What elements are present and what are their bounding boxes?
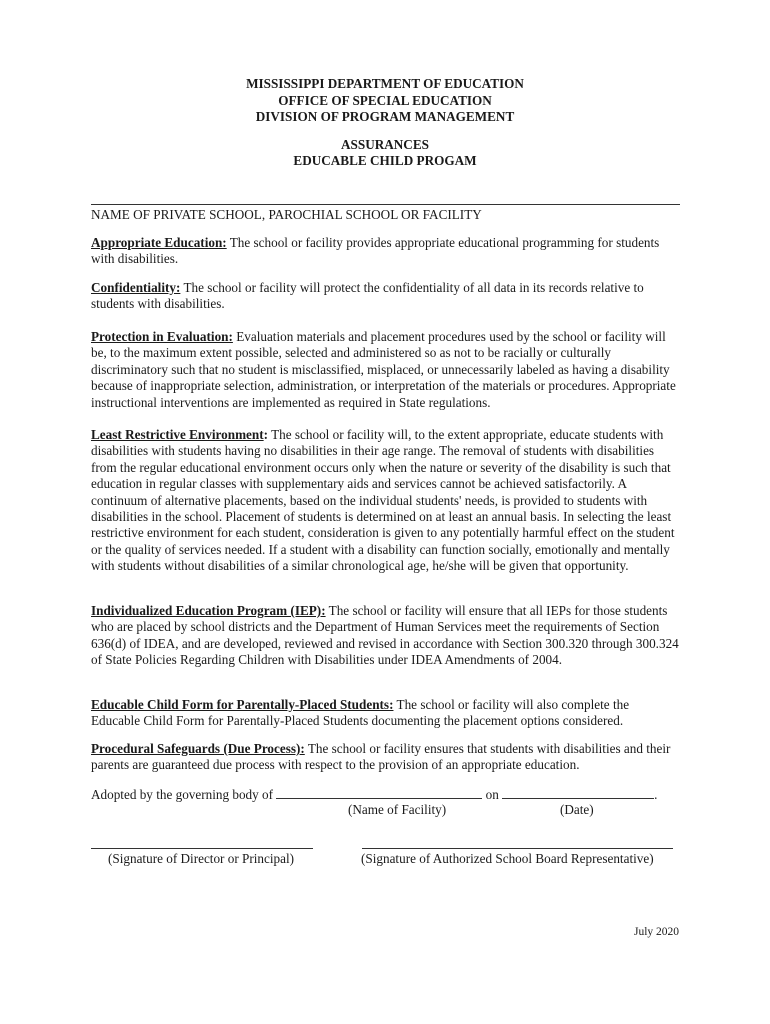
section-procedural-safeguards: [91, 741, 681, 774]
director-signature-field[interactable]: [91, 848, 313, 849]
adoption-line: Adopted by the governing body of on .: [91, 787, 658, 802]
section-protection-in-evaluation: [91, 329, 681, 411]
document-subtitle: EDUCABLE CHILD PROGAM: [293, 153, 477, 168]
section-text: Evaluation materials and placement procedures used by the school or facility will be, to the maximum extent possible, selected and administered so as not to be racially or culturally discriminatory such that no student is misclassified, misplaced, or unnecessarily labeled as having a disability because of inappropriate selection, administration, or interpretation of the materials or procedures. Appropriate instructional interventions are implemented as required in State regulations.: [91, 329, 676, 410]
adoption-date-field[interactable]: [502, 787, 654, 799]
board-signature-caption: (Signature of Authorized School Board Representative): [361, 851, 654, 866]
director-signature-caption: (Signature of Director or Principal): [108, 851, 295, 866]
section-text: The school or facility will ensure that all IEPs for those students who are placed by school districts and the Department of Human Services meet the requirements of Section 636(d) of IDEA, and are developed, reviewed and revised in accordance with Section 300.320 through 300.324 of State Policies Regarding Children with Disabilities under IDEA Amendments of 2004.: [91, 603, 679, 668]
header-agency: MISSISSIPPI DEPARTMENT OF EDUCATION: [246, 76, 524, 91]
section-least-restrictive-environment: Least Restrictive Environment: The school or facility will, to the extent appropriate, educate students with disabilities with students having no disabilities in their age range. The removal of students with disabilities from the regular educational environment occurs only when the nature or severity of the disability is such that education in regular classes with supplementary aids and services cannot be achieved satisfactorily. A continuum of alternative placements, based on the individual students' needs, is provided to students with disabilities in the school. Placement of students is determined on at least an annual basis. In selecting the least restrictive environment for each student, consideration is given to any potentially harmful effect on the student or the quality of services needed. If a student with a disability can function socially, emotionally and mentally with students without disabilities of a similar chronological age, he/she will be given that opportunity.: [91, 427, 675, 574]
section-heading: Individualized Education Program (IEP):: [91, 603, 326, 618]
section-heading: Least Restrictive Environment: [91, 427, 264, 442]
facility-caption: (Name of Facility): [348, 802, 447, 817]
document-title: ASSURANCES: [341, 136, 429, 152]
section-heading: Procedural Safeguards (Due Process):: [91, 741, 305, 756]
header-division: DIVISION OF PROGRAM MANAGEMENT: [255, 109, 515, 124]
header-office: OFFICE OF SPECIAL EDUCATION: [278, 92, 492, 108]
section-iep: [91, 603, 681, 669]
section-text: The school or facility ensures that students with disabilities and their parents are guaranteed due process with respect to the provision of an appropriate education.: [91, 741, 671, 773]
school-name-label: NAME OF PRIVATE SCHOOL, PAROCHIAL SCHOOL OR FACILITY: [91, 207, 482, 222]
school-name-line: [91, 204, 680, 205]
board-signature-field[interactable]: [362, 848, 673, 849]
section-heading: Appropriate Education:: [91, 235, 227, 250]
adoption-prefix: Adopted by the governing body of: [91, 787, 277, 802]
section-heading: Protection in Evaluation:: [91, 329, 233, 344]
section-text: The school or facility provides appropriate educational programming for students with disabilities.: [91, 235, 660, 267]
section-educable-child-form: [91, 697, 681, 730]
section-text: The school or facility will, to the extent appropriate, educate students with disabilities with students having no disabilities in their age range. The removal of students with disabilities from the regular educational environment occurs only when the nature or severity of the disability is such that education in regular classes with supplementary aids and services cannot be achieved satisfactorily. A continuum of alternative placements, based on the individual students' needs, is provided to students with disabilities in the school. Placement of students is determined on at least an annual basis. In selecting the least restrictive environment for each student, consideration is given to any potentially harmful effect on the student or the quality of services needed. If a student with a disability can function socially, emotionally and mentally with students without disabilities of a similar chronological age, he/she will be given that opportunity.: [91, 427, 675, 574]
facility-name-field[interactable]: [276, 787, 482, 799]
section-heading: Educable Child Form for Parentally-Placed Students:: [91, 697, 394, 712]
section-appropriate-education: [91, 235, 681, 268]
footer-date: July 2020: [634, 926, 680, 938]
date-caption: (Date): [560, 802, 594, 817]
section-text: The school or facility will also complete the Educable Child Form for Parentally-Placed Students documenting the placement options considered.: [91, 697, 630, 729]
section-text: The school or facility will protect the confidentiality of all data in its records relative to students with disabilities.: [91, 280, 644, 312]
document-header: [0, 76, 770, 170]
section-confidentiality: [91, 280, 681, 313]
section-heading: Confidentiality:: [91, 280, 181, 295]
